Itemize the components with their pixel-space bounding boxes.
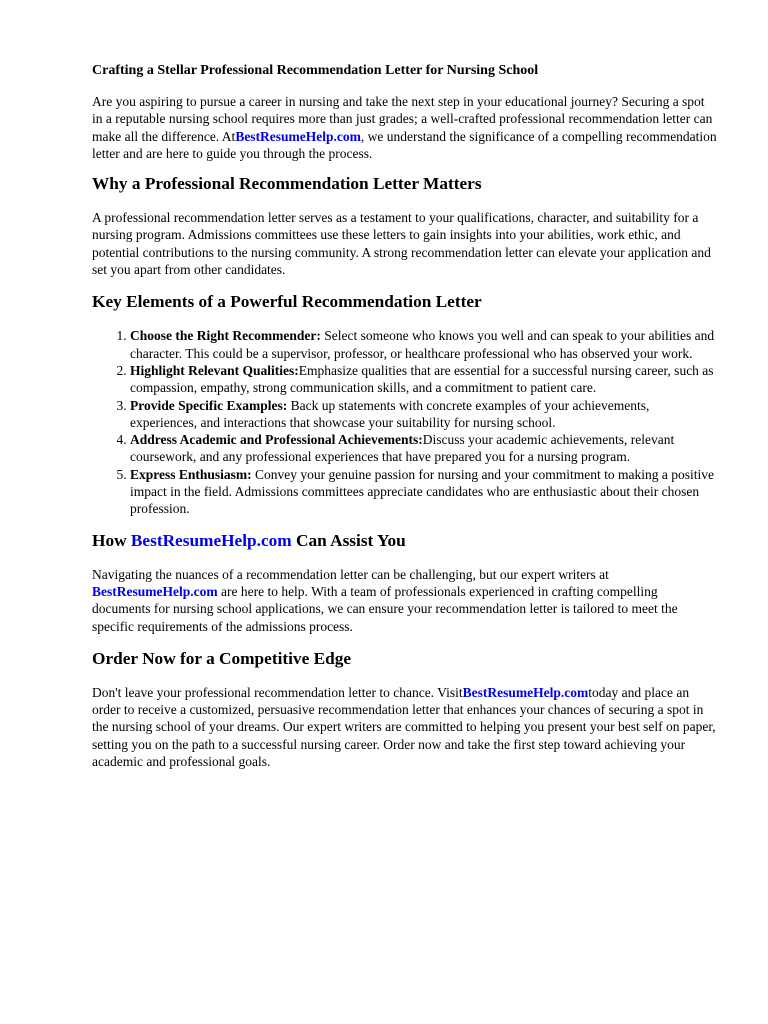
list-item-label: Address Academic and Professional Achievements: <box>130 432 423 448</box>
how-paragraph-link[interactable]: BestResumeHelp.com <box>92 583 218 599</box>
list-item <box>130 327 718 362</box>
intro-link[interactable]: BestResumeHelp.com <box>235 128 361 144</box>
how-paragraph <box>92 566 718 635</box>
list-item-text: Discuss your academic achievements, relevant coursework, and any professional experiences that have prepared you for a nursing program. <box>130 432 675 465</box>
list-item-text: Select someone who knows you well and can speak to your abilities and character. This could be a supervisor, professor, or healthcare professional who has observed your work. <box>130 328 715 361</box>
list-item <box>130 466 718 518</box>
how-heading <box>92 531 718 551</box>
list-item-text: Back up statements with concrete examples of your achievements, experiences, and interactions that showcase your suitability for nursing school. <box>130 397 650 430</box>
why-paragraph: A professional recommendation letter serves as a testament to your qualifications, character, and suitability for a nursing program. Admissions committees use these letters to gain insights into your abilities, work ethic, and potential contributions to the nursing community. A strong recommendation letter can elevate your application and set you apart from other candidates. <box>92 210 711 278</box>
order-text-after: today and place an order to receive a customized, persuasive recommendation letter that enhances your chances of securing a spot in the nursing school of your dreams. Our expert writers are committed to helping you present your best self on paper, setting you on the path to a successful nursing career. Order now and take the first step toward achieving your academic and professional goals. <box>92 684 716 770</box>
list-item-text: Emphasize qualities that are essential for a successful nursing career, such as compassion, empathy, strong communication skills, and a commitment to patient care. <box>130 362 714 396</box>
how-text-before: Navigating the nuances of a recommendation letter can be challenging, but our expert writers at <box>92 566 609 582</box>
document-title: Crafting a Stellar Professional Recommendation Letter for Nursing School <box>92 63 539 78</box>
list-item <box>130 362 718 397</box>
intro-text-after: , we understand the significance of a compelling recommendation letter and are here to guide you through the process. <box>92 128 717 161</box>
list-item <box>130 397 718 432</box>
order-link[interactable]: BestResumeHelp.com <box>462 684 589 700</box>
list-item-label: Provide Specific Examples: <box>130 397 288 413</box>
how-text-after: are here to help. With a team of professionals experienced in crafting compelling documents for nursing school applications, we can ensure your recommendation letter is tailored to meet the specific requirements of the admissions process. <box>92 583 678 634</box>
list-item-label: Choose the Right Recommender: <box>130 328 321 344</box>
list-item-text: Convey your genuine passion for nursing and your commitment to making a positive impact in the field. Admissions committees appreciate candidates who are enthusiastic about their chosen profession. <box>130 466 714 517</box>
order-heading: Order Now for a Competitive Edge <box>92 648 352 668</box>
list-item <box>130 431 718 466</box>
why-heading: Why a Professional Recommendation Letter Matters <box>92 174 482 194</box>
intro-paragraph <box>92 93 718 162</box>
list-item-label: Highlight Relevant Qualities: <box>130 362 299 378</box>
document-content <box>92 62 718 770</box>
key-elements-list <box>92 327 718 517</box>
how-heading-link[interactable]: BestResumeHelp.com <box>130 530 292 550</box>
list-item-label: Express Enthusiasm: <box>130 466 252 482</box>
key-elements-heading: Key Elements of a Powerful Recommendation Letter <box>92 292 482 312</box>
how-heading-after: Can Assist You <box>291 530 406 550</box>
order-paragraph <box>92 684 718 770</box>
how-heading-before: How <box>92 530 131 550</box>
order-text-before: Don't leave your professional recommendation letter to chance. Visit <box>92 684 463 700</box>
intro-text-before: Are you aspiring to pursue a career in nursing and take the next step in your educational journey? Securing a spot in a reputable nursing school requires more than just grades; a well-crafted professional recommendation letter can make all the difference. At <box>92 94 713 144</box>
